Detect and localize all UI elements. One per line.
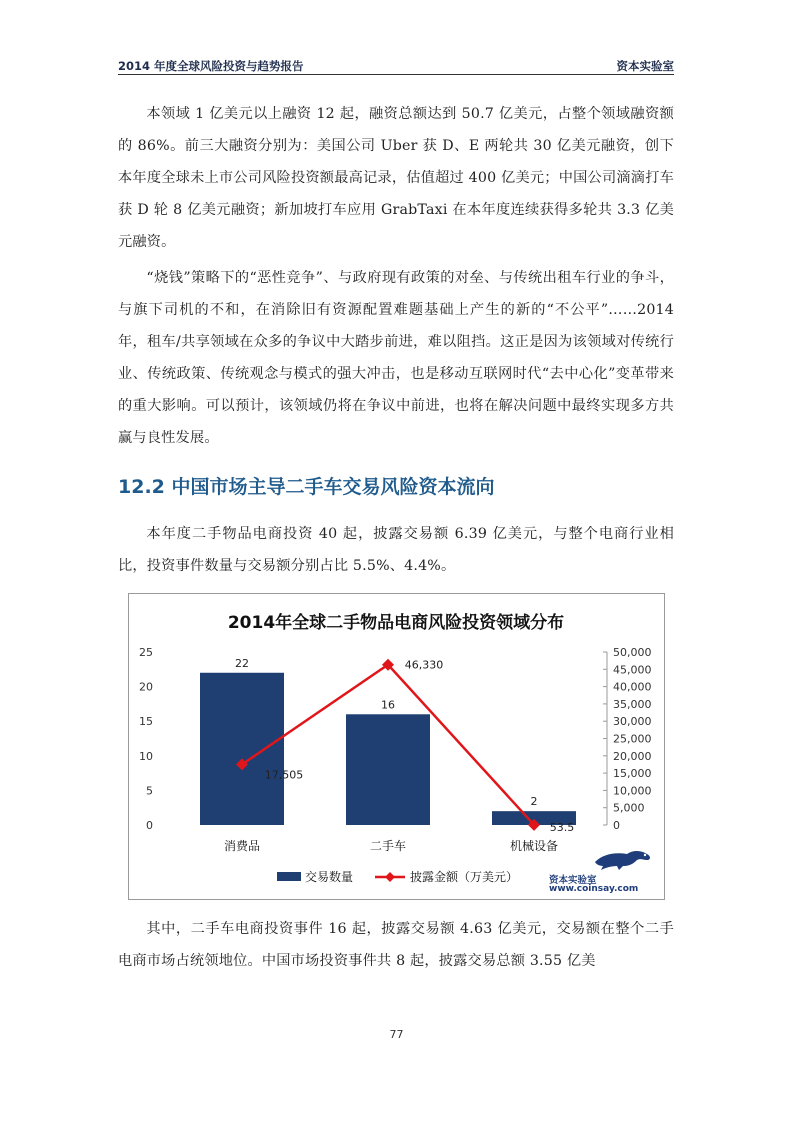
coinsay-logo: [549, 854, 657, 894]
line-data-label: 46,330: [404, 658, 444, 672]
y-left-tick-label: 20: [139, 680, 153, 694]
bar-trade-count: [346, 714, 430, 825]
y-right-tick-label: 0: [613, 819, 620, 832]
y-right-tick-label: 5,000: [613, 801, 645, 815]
bar-data-label: 2: [530, 795, 538, 809]
bar-trade-count: [200, 673, 284, 825]
x-category-label: 二手车: [369, 839, 407, 853]
y-right-tick-label: 30,000: [613, 715, 652, 729]
bar-data-label: 22: [235, 656, 249, 670]
y-right-tick-label: 50,000: [613, 646, 652, 659]
legend-line-label: 披露金额（万美元）: [410, 870, 519, 884]
y-left-tick-label: 0: [146, 819, 153, 832]
y-right-tick-label: 45,000: [613, 663, 652, 677]
logo-url: www.coinsay.com: [549, 884, 639, 894]
bar-data-label: 16: [381, 698, 395, 712]
legend-bar-label: 交易数量: [305, 870, 354, 884]
publisher-name: 资本实验室: [616, 59, 674, 73]
chart-container: [128, 593, 665, 900]
paragraph-3: 本年度二手物品电商投资 40 起，披露交易额 6.39 亿美元，与整个电商行业相比，投资事件数量与交易额分别占比 5.5%、4.4%。: [118, 526, 674, 574]
line-data-label: 17,505: [264, 768, 304, 782]
legend-bar-swatch: [277, 872, 301, 881]
page-header: [118, 56, 674, 76]
y-right-tick-label: 25,000: [613, 732, 652, 746]
y-right-tick-label: 20,000: [613, 749, 652, 763]
paragraph-2: “烧钱”策略下的“恶性竞争”、与政府现有政策的对垒、与传统出租车行业的争斗，与旗下司机的不和，在消除旧有资源配置难题基础上产生的新的“不公平”……2014 年，租车/共享领域在众多的争议中大踏步前进，难以阻挡。这正是因为该领域对传统行业、传统政策、传统观念与模式的强大冲击，也是移动互联网时代“去中心化”变革带来的重大影响。可以预计，该领域仍将在争议中前进，也将在解决问题中最终实现多方共赢与良性发展。: [118, 270, 674, 446]
section-title: 12.2 中国市场主导二手车交易风险资本流向: [118, 476, 495, 498]
report-title: 2014 年度全球风险投资与趋势报告: [118, 59, 304, 73]
legend-line-marker: [385, 872, 395, 882]
y-right-tick-label: 40,000: [613, 680, 652, 694]
y-left-tick-label: 25: [139, 646, 153, 659]
header-divider: [118, 74, 674, 75]
y-right-tick-label: 15,000: [613, 767, 652, 781]
chart-title: 2014年全球二手物品电商风险投资领域分布: [227, 613, 565, 633]
y-right-tick-label: 10,000: [613, 784, 652, 798]
paragraph-1: 本领域 1 亿美元以上融资 12 起，融资总额达到 50.7 亿美元，占整个领域融资额的 86%。前三大融资分别为：美国公司 Uber 获 D、E 两轮共 30 亿美元融资，创下本年度全球未上市公司风险投资额最高记录，估值超过 400 亿美元；中国公司滴滴打车获 D 轮 8 亿美元融资；新加坡打车应用 GrabTaxi 在本年度连续获得多轮共 3.3 亿美元融资。: [118, 106, 674, 250]
line-data-label: 53.5: [549, 820, 575, 834]
y-left-tick-label: 10: [139, 749, 153, 763]
page-number: 77: [389, 1028, 404, 1041]
panther-icon: [593, 848, 653, 870]
x-category-label: 机械设备: [509, 839, 559, 853]
x-category-label: 消费品: [223, 839, 261, 853]
paragraph-4: 其中，二手车电商投资事件 16 起，披露交易额 4.63 亿美元，交易额在整个二手电商市场占统领地位。中国市场投资事件共 8 起，披露交易总额 3.55 亿美: [118, 921, 674, 969]
y-left-tick-label: 5: [146, 784, 153, 798]
y-right-tick-label: 35,000: [613, 697, 652, 711]
logo-text: 资本实验室: [549, 875, 597, 886]
y-left-tick-label: 15: [139, 715, 153, 729]
